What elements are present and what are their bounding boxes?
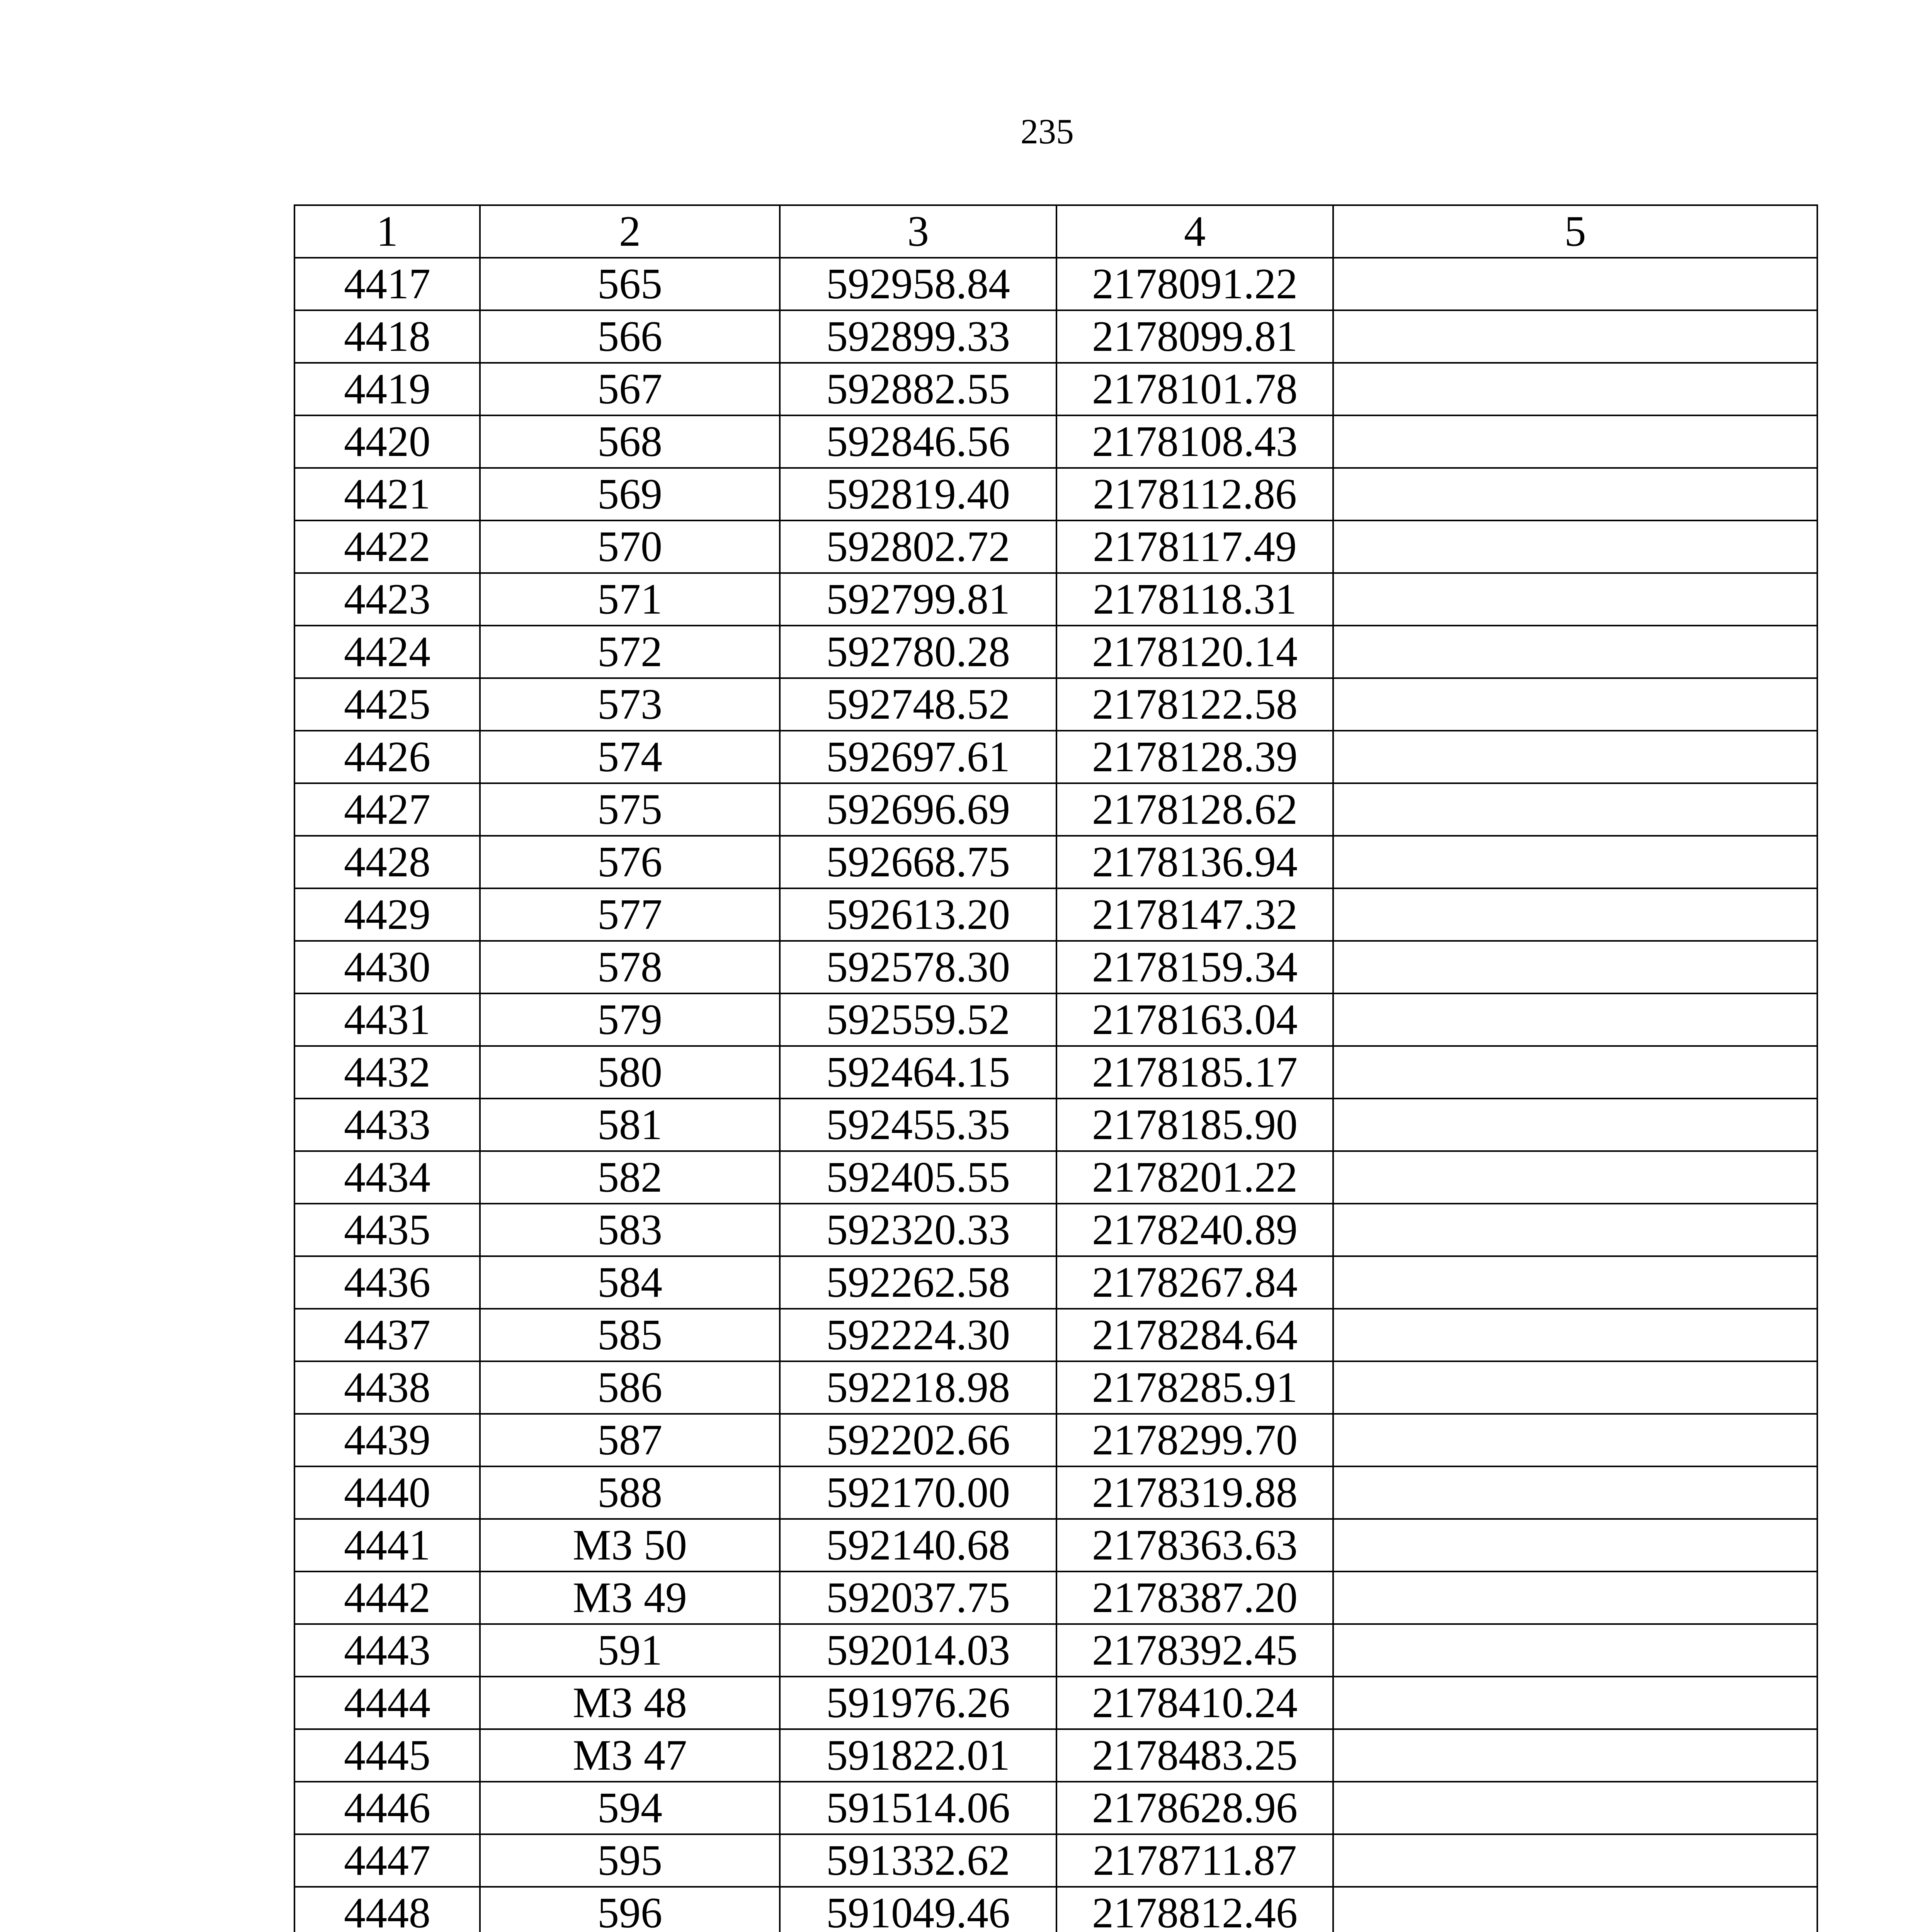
table-row	[294, 783, 1817, 836]
table-row	[294, 1151, 1817, 1204]
note-cell	[1333, 415, 1817, 468]
x-coordinate-cell: 592799.81	[780, 573, 1056, 626]
table-row	[294, 1309, 1817, 1361]
point-number-cell: 571	[480, 573, 780, 626]
x-coordinate-cell: 592780.28	[780, 626, 1056, 678]
x-coordinate-cell: 592802.72	[780, 520, 1056, 573]
y-coordinate-cell: 2178628.96	[1056, 1782, 1333, 1834]
x-coordinate-cell: 592405.55	[780, 1151, 1056, 1204]
y-coordinate-cell: 2178711.87	[1056, 1834, 1333, 1887]
table-row	[294, 1414, 1817, 1466]
x-coordinate-cell: 592819.40	[780, 468, 1056, 520]
y-coordinate-cell: 2178128.39	[1056, 731, 1333, 783]
x-coordinate-cell: 592846.56	[780, 415, 1056, 468]
table-row	[294, 1361, 1817, 1414]
table-row	[294, 310, 1817, 363]
row-index-cell: 4440	[294, 1466, 480, 1519]
y-coordinate-cell: 2178122.58	[1056, 678, 1333, 731]
x-coordinate-cell: 592958.84	[780, 258, 1056, 310]
point-number-cell: 567	[480, 363, 780, 415]
x-coordinate-cell: 592140.68	[780, 1519, 1056, 1571]
table-row	[294, 626, 1817, 678]
note-cell	[1333, 1834, 1817, 1887]
y-coordinate-cell: 2178267.84	[1056, 1256, 1333, 1309]
y-coordinate-cell: 2178285.91	[1056, 1361, 1333, 1414]
header-cell-2: 2	[480, 205, 780, 258]
point-number-cell: 578	[480, 941, 780, 993]
x-coordinate-cell: 591976.26	[780, 1677, 1056, 1729]
y-coordinate-cell: 2178319.88	[1056, 1466, 1333, 1519]
point-number-cell: 565	[480, 258, 780, 310]
x-coordinate-cell: 592668.75	[780, 836, 1056, 888]
row-index-cell: 4444	[294, 1677, 480, 1729]
note-cell	[1333, 468, 1817, 520]
y-coordinate-cell: 2178128.62	[1056, 783, 1333, 836]
point-number-cell: 584	[480, 1256, 780, 1309]
table-row	[294, 1624, 1817, 1677]
note-cell	[1333, 363, 1817, 415]
x-coordinate-cell: 591514.06	[780, 1782, 1056, 1834]
point-number-cell: 568	[480, 415, 780, 468]
x-coordinate-cell: 592037.75	[780, 1571, 1056, 1624]
point-number-cell: 583	[480, 1204, 780, 1256]
x-coordinate-cell: 592748.52	[780, 678, 1056, 731]
note-cell	[1333, 1519, 1817, 1571]
row-index-cell: 4436	[294, 1256, 480, 1309]
y-coordinate-cell: 2178120.14	[1056, 626, 1333, 678]
note-cell	[1333, 1887, 1817, 1932]
y-coordinate-cell: 2178299.70	[1056, 1414, 1333, 1466]
row-index-cell: 4426	[294, 731, 480, 783]
y-coordinate-cell: 2178112.86	[1056, 468, 1333, 520]
y-coordinate-cell: 2178240.89	[1056, 1204, 1333, 1256]
table-row	[294, 1256, 1817, 1309]
table-row	[294, 258, 1817, 310]
y-coordinate-cell: 2178118.31	[1056, 573, 1333, 626]
table-row	[294, 836, 1817, 888]
table-row	[294, 1466, 1817, 1519]
table-row	[294, 1099, 1817, 1151]
note-cell	[1333, 731, 1817, 783]
note-cell	[1333, 783, 1817, 836]
row-index-cell: 4441	[294, 1519, 480, 1571]
table-row	[294, 363, 1817, 415]
table-row	[294, 678, 1817, 731]
y-coordinate-cell: 2178284.64	[1056, 1309, 1333, 1361]
table-body	[294, 205, 1817, 1932]
x-coordinate-cell: 592578.30	[780, 941, 1056, 993]
row-index-cell: 4437	[294, 1309, 480, 1361]
point-number-cell: МЗ 47	[480, 1729, 780, 1782]
point-number-cell: МЗ 48	[480, 1677, 780, 1729]
point-number-cell: 569	[480, 468, 780, 520]
table-row	[294, 941, 1817, 993]
table-row	[294, 1046, 1817, 1099]
y-coordinate-cell: 2178147.32	[1056, 888, 1333, 941]
point-number-cell: 574	[480, 731, 780, 783]
row-index-cell: 4420	[294, 415, 480, 468]
row-index-cell: 4425	[294, 678, 480, 731]
page-number: 235	[1021, 112, 1074, 151]
table-row	[294, 1204, 1817, 1256]
y-coordinate-cell: 2178159.34	[1056, 941, 1333, 993]
note-cell	[1333, 678, 1817, 731]
point-number-cell: 588	[480, 1466, 780, 1519]
point-number-cell: 573	[480, 678, 780, 731]
note-cell	[1333, 258, 1817, 310]
y-coordinate-cell: 2178185.90	[1056, 1099, 1333, 1151]
row-index-cell: 4446	[294, 1782, 480, 1834]
table-row	[294, 1519, 1817, 1571]
point-number-cell: 594	[480, 1782, 780, 1834]
table-row	[294, 1887, 1817, 1932]
x-coordinate-cell: 592224.30	[780, 1309, 1056, 1361]
point-number-cell: 580	[480, 1046, 780, 1099]
x-coordinate-cell: 592170.00	[780, 1466, 1056, 1519]
table-row	[294, 731, 1817, 783]
table-row	[294, 573, 1817, 626]
y-coordinate-cell: 2178185.17	[1056, 1046, 1333, 1099]
note-cell	[1333, 836, 1817, 888]
point-number-cell: 575	[480, 783, 780, 836]
row-index-cell: 4422	[294, 520, 480, 573]
x-coordinate-cell: 592455.35	[780, 1099, 1056, 1151]
row-index-cell: 4427	[294, 783, 480, 836]
table-header-row	[294, 205, 1817, 258]
y-coordinate-cell: 2178099.81	[1056, 310, 1333, 363]
x-coordinate-cell: 592559.52	[780, 993, 1056, 1046]
x-coordinate-cell: 592696.69	[780, 783, 1056, 836]
row-index-cell: 4442	[294, 1571, 480, 1624]
note-cell	[1333, 1361, 1817, 1414]
note-cell	[1333, 1729, 1817, 1782]
note-cell	[1333, 1677, 1817, 1729]
x-coordinate-cell: 592697.61	[780, 731, 1056, 783]
note-cell	[1333, 1151, 1817, 1204]
row-index-cell: 4448	[294, 1887, 480, 1932]
note-cell	[1333, 573, 1817, 626]
table-row	[294, 1782, 1817, 1834]
row-index-cell: 4423	[294, 573, 480, 626]
note-cell	[1333, 941, 1817, 993]
row-index-cell: 4421	[294, 468, 480, 520]
coordinates-table	[294, 204, 1818, 1932]
y-coordinate-cell: 2178108.43	[1056, 415, 1333, 468]
row-index-cell: 4430	[294, 941, 480, 993]
x-coordinate-cell: 591049.46	[780, 1887, 1056, 1932]
table-row	[294, 415, 1817, 468]
point-number-cell: 572	[480, 626, 780, 678]
header-cell-1: 1	[294, 205, 480, 258]
y-coordinate-cell: 2178117.49	[1056, 520, 1333, 573]
row-index-cell: 4417	[294, 258, 480, 310]
note-cell	[1333, 1466, 1817, 1519]
x-coordinate-cell: 592218.98	[780, 1361, 1056, 1414]
note-cell	[1333, 1571, 1817, 1624]
row-index-cell: 4419	[294, 363, 480, 415]
point-number-cell: 570	[480, 520, 780, 573]
row-index-cell: 4443	[294, 1624, 480, 1677]
x-coordinate-cell: 592882.55	[780, 363, 1056, 415]
note-cell	[1333, 993, 1817, 1046]
point-number-cell: 596	[480, 1887, 780, 1932]
x-coordinate-cell: 591332.62	[780, 1834, 1056, 1887]
row-index-cell: 4428	[294, 836, 480, 888]
table-row	[294, 468, 1817, 520]
x-coordinate-cell: 592202.66	[780, 1414, 1056, 1466]
row-index-cell: 4445	[294, 1729, 480, 1782]
table-row	[294, 993, 1817, 1046]
row-index-cell: 4431	[294, 993, 480, 1046]
point-number-cell: 585	[480, 1309, 780, 1361]
header-cell-4: 4	[1056, 205, 1333, 258]
y-coordinate-cell: 2178101.78	[1056, 363, 1333, 415]
row-index-cell: 4447	[294, 1834, 480, 1887]
y-coordinate-cell: 2178483.25	[1056, 1729, 1333, 1782]
table-row	[294, 1677, 1817, 1729]
y-coordinate-cell: 2178812.46	[1056, 1887, 1333, 1932]
point-number-cell: МЗ 50	[480, 1519, 780, 1571]
x-coordinate-cell: 592464.15	[780, 1046, 1056, 1099]
table-row	[294, 888, 1817, 941]
x-coordinate-cell: 592014.03	[780, 1624, 1056, 1677]
note-cell	[1333, 1782, 1817, 1834]
x-coordinate-cell: 592613.20	[780, 888, 1056, 941]
y-coordinate-cell: 2178163.04	[1056, 993, 1333, 1046]
y-coordinate-cell: 2178201.22	[1056, 1151, 1333, 1204]
point-number-cell: 581	[480, 1099, 780, 1151]
y-coordinate-cell: 2178410.24	[1056, 1677, 1333, 1729]
row-index-cell: 4424	[294, 626, 480, 678]
header-cell-5: 5	[1333, 205, 1817, 258]
y-coordinate-cell: 2178091.22	[1056, 258, 1333, 310]
x-coordinate-cell: 592262.58	[780, 1256, 1056, 1309]
x-coordinate-cell: 592320.33	[780, 1204, 1056, 1256]
y-coordinate-cell: 2178363.63	[1056, 1519, 1333, 1571]
table-row	[294, 1571, 1817, 1624]
note-cell	[1333, 1624, 1817, 1677]
point-number-cell: 582	[480, 1151, 780, 1204]
x-coordinate-cell: 592899.33	[780, 310, 1056, 363]
note-cell	[1333, 1099, 1817, 1151]
note-cell	[1333, 888, 1817, 941]
header-cell-3: 3	[780, 205, 1056, 258]
point-number-cell: 587	[480, 1414, 780, 1466]
x-coordinate-cell: 591822.01	[780, 1729, 1056, 1782]
note-cell	[1333, 1414, 1817, 1466]
row-index-cell: 4435	[294, 1204, 480, 1256]
note-cell	[1333, 1256, 1817, 1309]
row-index-cell: 4434	[294, 1151, 480, 1204]
y-coordinate-cell: 2178136.94	[1056, 836, 1333, 888]
y-coordinate-cell: 2178387.20	[1056, 1571, 1333, 1624]
table-row	[294, 520, 1817, 573]
note-cell	[1333, 520, 1817, 573]
row-index-cell: 4418	[294, 310, 480, 363]
row-index-cell: 4439	[294, 1414, 480, 1466]
row-index-cell: 4433	[294, 1099, 480, 1151]
point-number-cell: 595	[480, 1834, 780, 1887]
point-number-cell: 566	[480, 310, 780, 363]
table-row	[294, 1834, 1817, 1887]
point-number-cell: 577	[480, 888, 780, 941]
row-index-cell: 4438	[294, 1361, 480, 1414]
point-number-cell: 576	[480, 836, 780, 888]
point-number-cell: МЗ 49	[480, 1571, 780, 1624]
y-coordinate-cell: 2178392.45	[1056, 1624, 1333, 1677]
point-number-cell: 586	[480, 1361, 780, 1414]
note-cell	[1333, 1046, 1817, 1099]
row-index-cell: 4432	[294, 1046, 480, 1099]
note-cell	[1333, 310, 1817, 363]
note-cell	[1333, 1204, 1817, 1256]
table-row	[294, 1729, 1817, 1782]
note-cell	[1333, 1309, 1817, 1361]
row-index-cell: 4429	[294, 888, 480, 941]
note-cell	[1333, 626, 1817, 678]
point-number-cell: 591	[480, 1624, 780, 1677]
point-number-cell: 579	[480, 993, 780, 1046]
